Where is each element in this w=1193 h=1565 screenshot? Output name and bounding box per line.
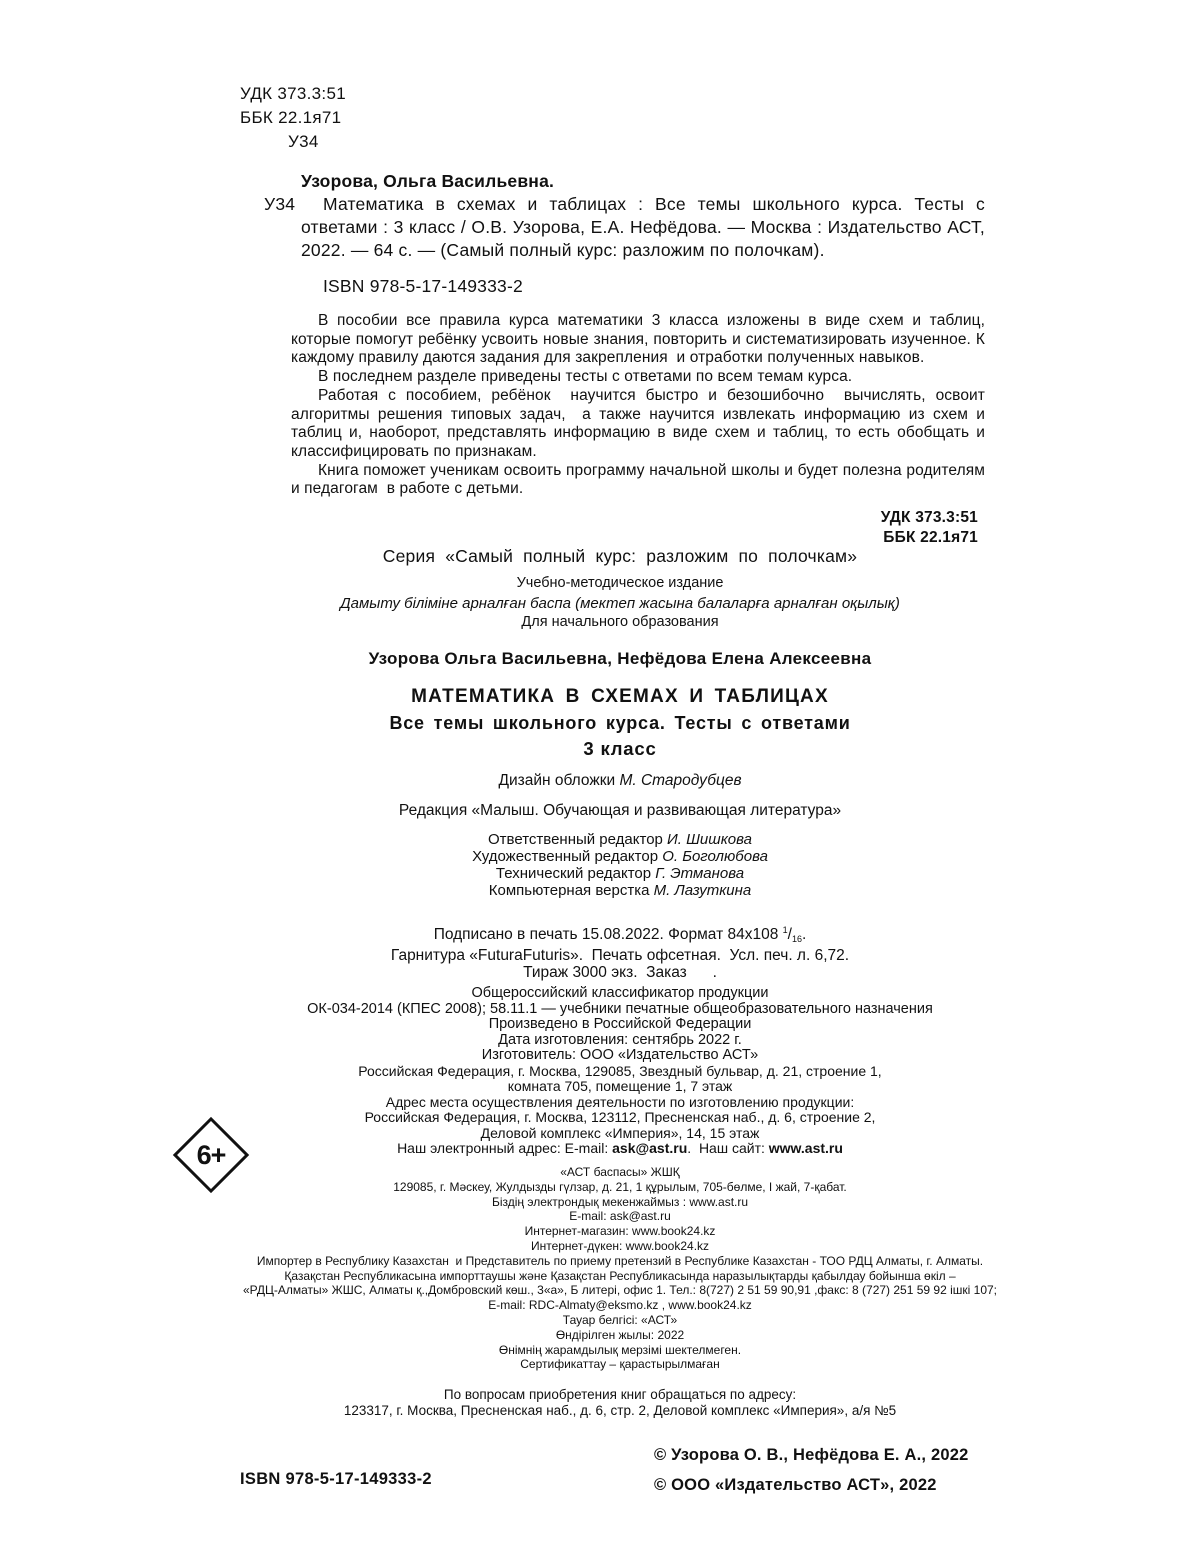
- edition-block: [240, 574, 1000, 633]
- format-slash: /: [787, 926, 792, 943]
- series-line: Серия «Самый полный курс: разложим по полочкам»: [382, 546, 858, 566]
- edition-type-kz: Дамыту біліміне арналған баспа (мектеп жасына балаларға арналған оқылық): [340, 594, 900, 612]
- annotation: [291, 312, 990, 499]
- edition-audience: Для начального образования: [521, 614, 719, 630]
- book-subtitle: Все темы школьного курса. Тесты с ответами: [389, 713, 851, 733]
- book-title-block: [240, 684, 1000, 762]
- production-line: Российская Федерация, г. Москва, 123112, Пресненская наб., д. 6, строение 2,: [364, 1109, 876, 1125]
- contact-pre: Наш электронный адрес: E-mail:: [397, 1140, 613, 1156]
- production-line: Российская Федерация, г. Москва, 129085, Звездный бульвар, д. 21, строение 1,: [358, 1062, 882, 1079]
- production-line: Деловой комплекс «Империя», 14, 15 этаж: [480, 1124, 760, 1141]
- production-line: Адрес места осуществления деятельности по изготовлению продукции:: [385, 1093, 855, 1110]
- kazakhstan-line: 129085, г. Мәскеу, Жулдызды гүлзар, д. 21, 1 құрылым, 705-бөлме, I жай, 7-қабат.: [393, 1179, 847, 1194]
- kazakhstan-line: E-mail: ask@ast.ru: [569, 1209, 671, 1224]
- print-date-format-line: [240, 922, 1000, 948]
- udk-code-right: УДК 373.3:51: [880, 509, 978, 526]
- editor-name: О. Боголюбова: [662, 848, 768, 865]
- author-sign-code: У34: [288, 132, 319, 151]
- print-run-line: Тираж 3000 экз. Заказ .: [523, 963, 717, 981]
- book-title: МАТЕМАТИКА В СХЕМАХ И ТАБЛИЦАХ: [411, 686, 829, 707]
- publisher-email: ask@ast.ru: [612, 1140, 688, 1156]
- bibliographic-entry: [264, 170, 985, 298]
- editor-row: [240, 831, 1000, 848]
- format-numerator: 1: [782, 925, 788, 935]
- production-line: ОК-034-2014 (КПЕС 2008); 58.11.1 — учебники печатные общеобразовательного назначения: [307, 1000, 933, 1017]
- production-block: [240, 986, 1000, 1157]
- kazakhstan-line: Интернет-дүкен: www.book24.kz: [530, 1238, 710, 1253]
- edition-type-ru: Учебно-методическое издание: [516, 575, 724, 591]
- contact-mid: . Наш сайт:: [687, 1140, 769, 1156]
- purchase-block: [240, 1387, 1000, 1419]
- kazakhstan-line: Сертификаттау – қарастырылмаған: [520, 1357, 720, 1372]
- age-rating-label: 6+: [196, 1139, 226, 1170]
- annotation-paragraph: В последнем разделе приведены тесты с ответами по всем темам курса.: [318, 368, 853, 386]
- editor-role: Компьютерная верстка: [488, 882, 654, 899]
- authors-line: Узорова Ольга Васильевна, Нефёдова Елена Алексеевна: [368, 649, 872, 668]
- kazakhstan-line: Өндірілген жылы: 2022: [555, 1327, 685, 1342]
- kazakhstan-line: Біздің электрондық мекенжаймыз : www.ast.ru: [491, 1194, 749, 1209]
- editor-name: Г. Этманова: [655, 865, 745, 882]
- print-format-post: .: [802, 926, 807, 943]
- bib-description-text: Математика в схемах и таблицах : Все темы школьного курса. Тесты с ответами : 3 класс / О.В. Узорова, Е.А. Нефёдова. — Москва : Издательство АСТ, 2022. — 64 с. — (Самый полный курс: разложим по полочкам).: [301, 194, 985, 260]
- production-line: Изготовитель: ООО «Издательство АСТ»: [481, 1047, 759, 1063]
- print-typeface-line: Гарнитура «FuturaFuturis». Печать офсетная. Усл. печ. л. 6,72.: [390, 946, 850, 964]
- production-line: Произведено в Российской Федерации: [488, 1016, 752, 1032]
- bbk-code-right: ББК 22.1я71: [883, 529, 978, 546]
- format-denominator: 16: [791, 934, 802, 944]
- footer-isbn: ISBN 978-5-17-149333-2: [240, 1470, 432, 1488]
- annotation-paragraph: В пособии все правила курса математики 3 класса изложены в виде схем и таблиц, которые помогут ребёнку усвоить новые знания, повторить и систематизировать изученное. К каждому правилу даются задания для закрепления и отработки полученных навыков.: [291, 312, 990, 367]
- publisher-contact-line: [240, 1141, 1000, 1157]
- editor-name: И. Шишкова: [667, 831, 752, 848]
- editor-row: [240, 882, 1000, 899]
- isbn-line: ISBN 978-5-17-149333-2: [323, 276, 523, 296]
- publisher-site: www.ast.ru: [768, 1140, 843, 1156]
- classification-block: [240, 82, 346, 154]
- classification-right-block: [685, 508, 978, 548]
- udk-code: УДК 373.3:51: [240, 84, 346, 103]
- kazakhstan-line: E-mail: RDC-Almaty@eksmo.kz , www.book24.kz: [488, 1298, 752, 1313]
- print-format-pre: Подписано в печать 15.08.2022. Формат 84х108: [433, 926, 783, 943]
- cover-design-line: [240, 772, 1000, 790]
- kazakhstan-line: Интернет-магазин: www.book24.kz: [524, 1224, 716, 1239]
- kazakhstan-line: Өнімнің жарамдылық мерзімі шектелмеген.: [498, 1342, 742, 1357]
- annotation-paragraph: Работая с пособием, ребёнок научится быстро и безошибочно вычислять, освоит алгоритмы решения типовых задач, а также научится извлекать информацию из схем и таблиц и, наоборот, представлять информацию в виде схем и таблиц, то есть обобщать и классифицировать по признакам.: [291, 386, 990, 460]
- cover-design-name: М. Стародубцев: [619, 772, 742, 789]
- purchase-address: 123317, г. Москва, Пресненская наб., д. 6, стр. 2, Деловой комплекс «Империя», а/я №5: [343, 1403, 897, 1418]
- editor-role: Технический редактор: [495, 865, 656, 882]
- kazakhstan-block: [230, 1165, 1010, 1372]
- bib-author-heading: Узорова, Ольга Васильевна.: [301, 171, 555, 191]
- editor-row: [240, 865, 1000, 882]
- production-line: комната 705, помещение 1, 7 этаж: [507, 1078, 733, 1094]
- production-line: Общероссийский классификатор продукции: [471, 985, 769, 1001]
- copyright-publisher: © ООО «Издательство АСТ», 2022: [654, 1476, 937, 1494]
- kazakhstan-line: «АСТ баспасы» ЖШҚ: [560, 1165, 680, 1179]
- book-grade: 3 класс: [583, 738, 657, 759]
- cover-design-label: Дизайн обложки: [498, 772, 620, 789]
- editors-block: [240, 831, 1000, 899]
- editor-role: Художественный редактор: [472, 848, 663, 865]
- kazakhstan-line: Тауар белгісі: «АСТ»: [562, 1312, 678, 1327]
- bib-margin-code: У34: [264, 194, 296, 214]
- editor-role: Ответственный редактор: [488, 831, 668, 848]
- redaction-line: Редакция «Малыш. Обучающая и развивающая литература»: [398, 802, 842, 819]
- editor-row: [240, 848, 1000, 865]
- kazakhstan-line: Импортер в Республику Казахстан и Представитель по приему претензий в Республике Казахстан - ТОО РДЦ Алматы, г. Алматы.: [256, 1253, 984, 1268]
- copyright-authors: © Узорова О. В., Нефёдова Е. А., 2022: [654, 1446, 969, 1464]
- editor-name: М. Лазуткина: [653, 882, 752, 899]
- purchase-line: По вопросам приобретения книг обращаться по адресу:: [443, 1387, 797, 1402]
- kazakhstan-line: «РДЦ-Алматы» ЖШС, Алматы қ.,Домбровский көш., 3«а», Б литері, офис 1. Тел.: 8(727) 2 51 59 90,91 ,факс: 8 (727) 251 59 92 ішкі 107;: [242, 1283, 998, 1298]
- production-line: Дата изготовления: сентябрь 2022 г.: [498, 1031, 742, 1048]
- annotation-paragraph: Книга поможет ученикам освоить программу начальной школы и будет полезна родителям и педагогам в работе с детьми.: [291, 461, 990, 498]
- kazakhstan-line: Қазақстан Республикасына импорттаушы және Қазақстан Республикасында наразылықтарды қабылдау бойынша өкіл –: [284, 1268, 956, 1283]
- copyright-block: [654, 1440, 968, 1500]
- bbk-code: ББК 22.1я71: [240, 108, 342, 127]
- print-info-block: [240, 922, 1000, 981]
- bib-description: [264, 193, 985, 262]
